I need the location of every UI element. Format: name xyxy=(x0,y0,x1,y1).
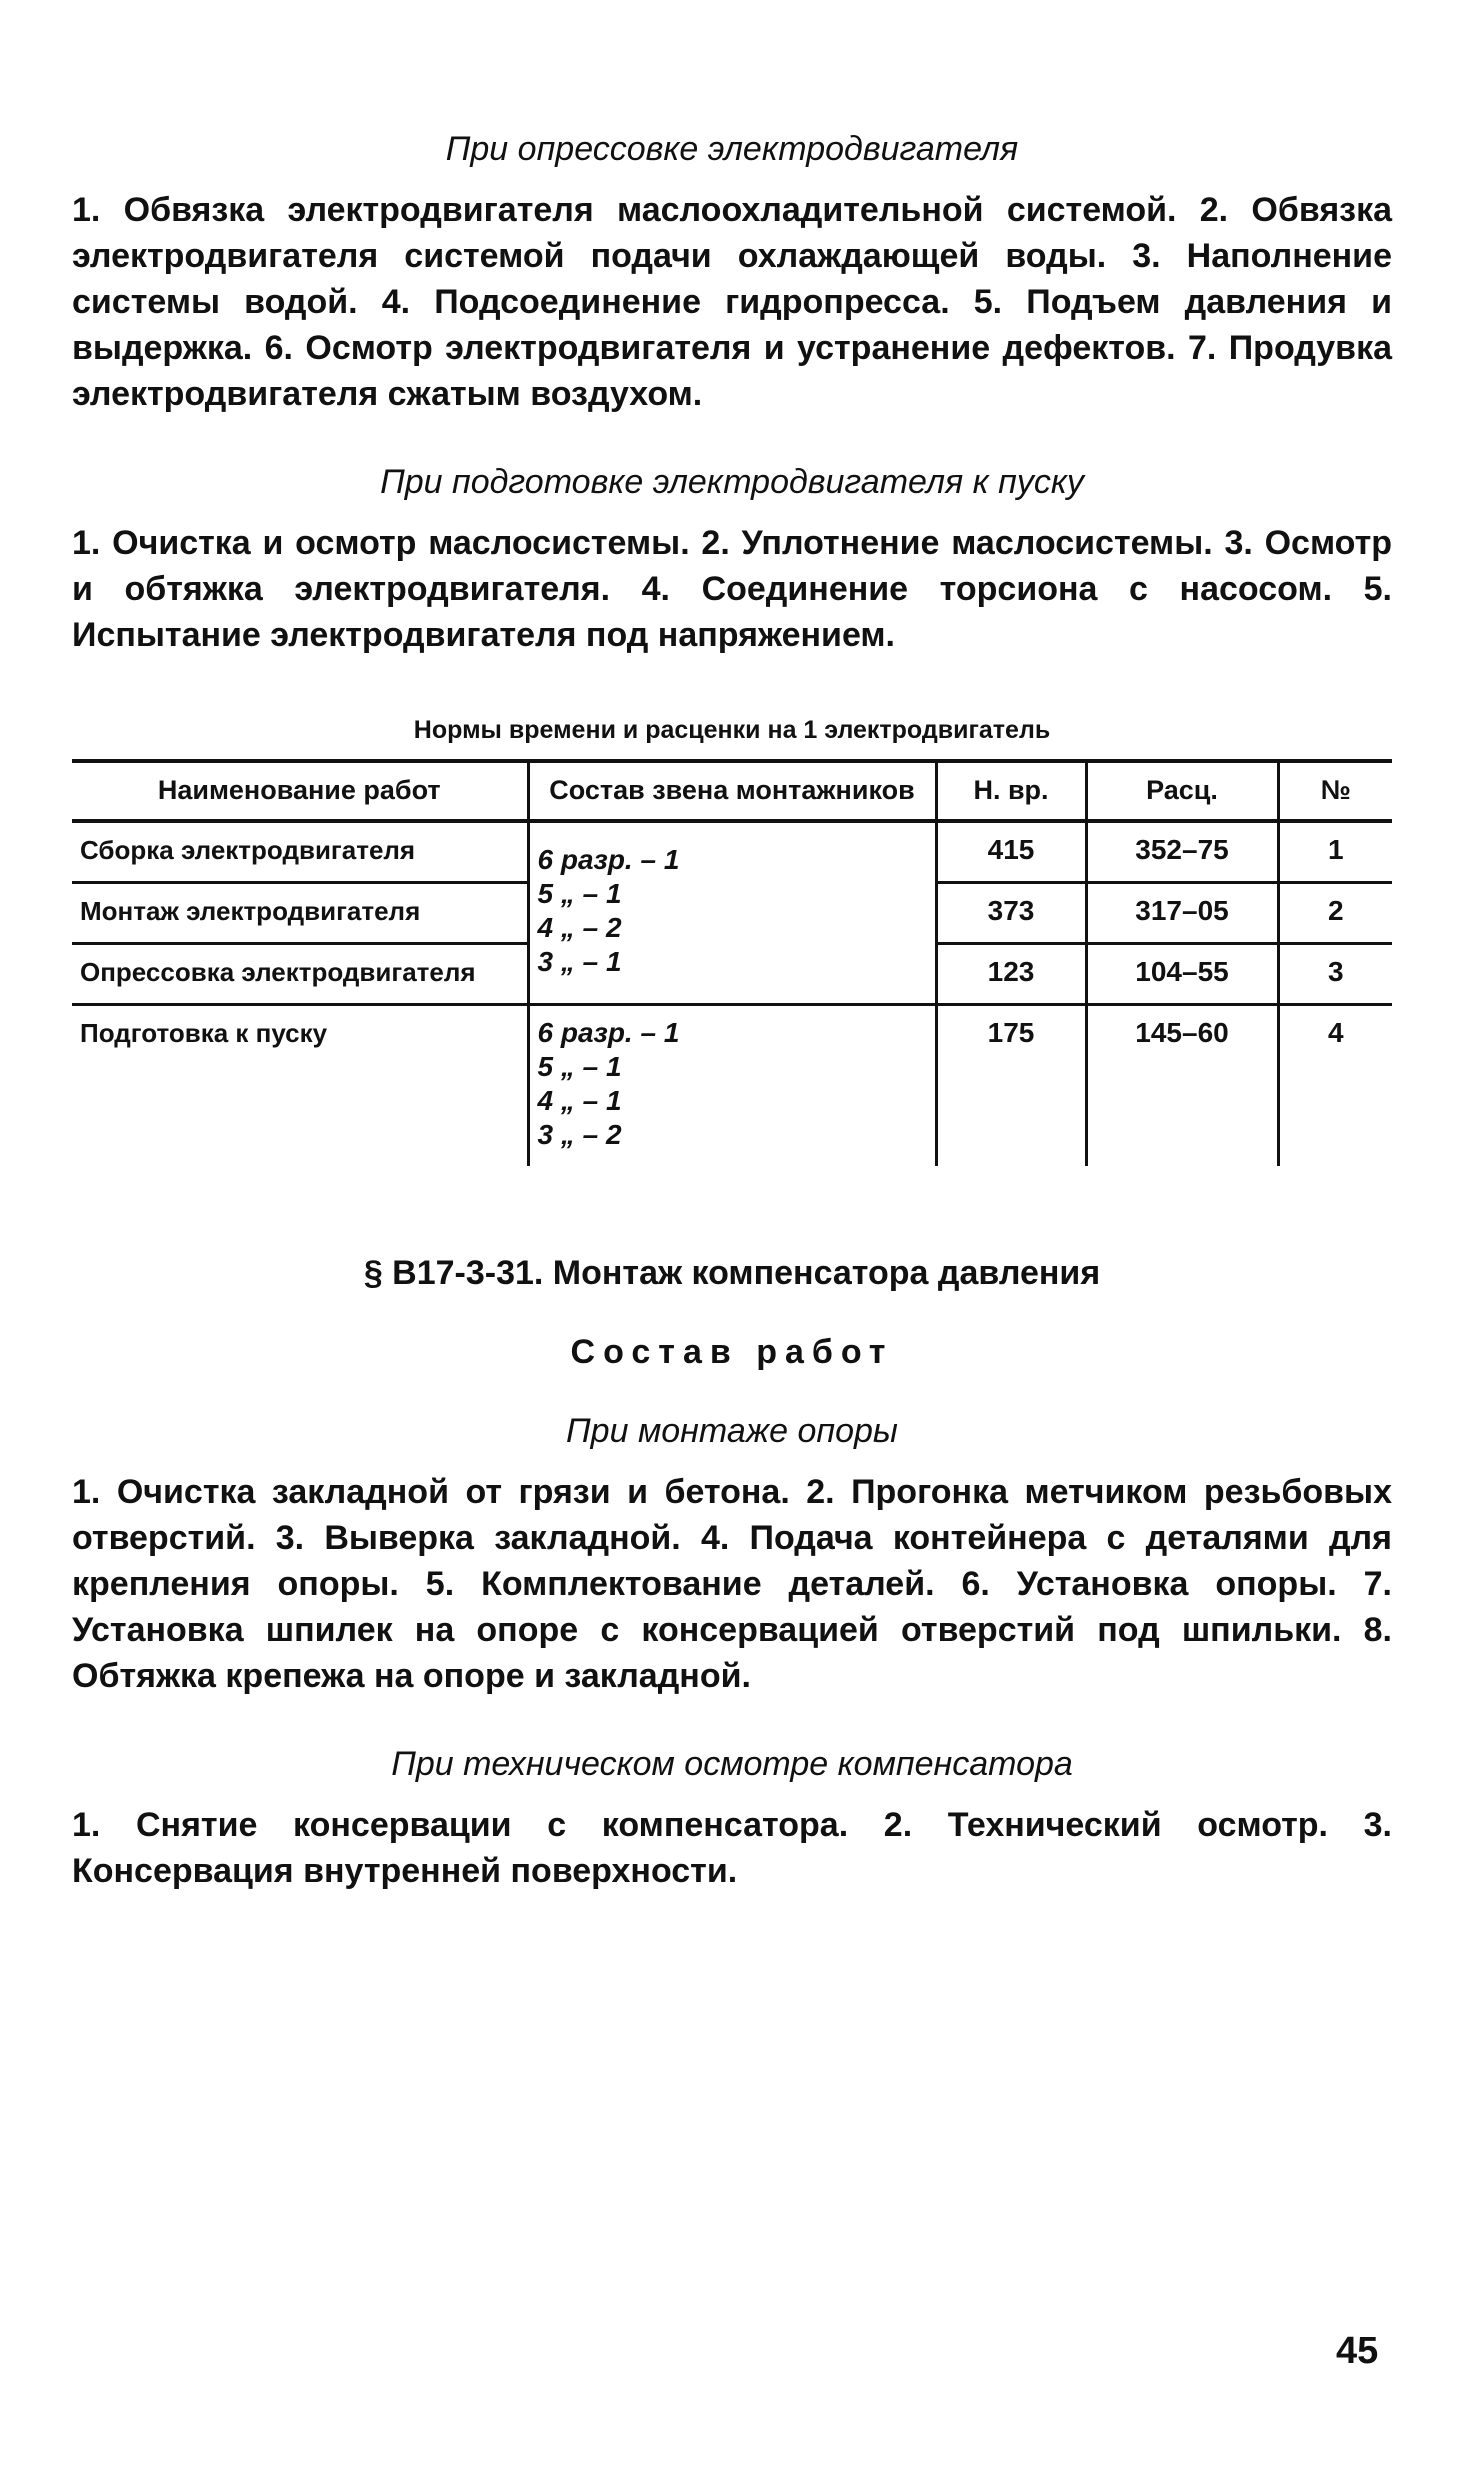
pressing-text: 1. Обвязка электродвигателя маслоохладительной системой. 2. Обвязка электродвигателя системой подачи охлаждающей воды. 3. Наполнение системы водой. 4. Подсоединение гидропресса. 5. Подъем давления и выдержка. 6. Осмотр электродвигателя и устранение дефектов. 7. Продувка электродвигателя сжатым воздухом. xyxy=(72,191,1392,413)
section-title: § В17-3-31. Монтаж компенсатора давления xyxy=(363,1254,1101,1292)
row-rate: 145–60 xyxy=(1086,1005,1278,1167)
row-name: Опрессовка электродвигателя xyxy=(72,944,528,1005)
header-no: № xyxy=(1278,761,1392,821)
inspection-text: 1. Снятие консервации с компенсатора. 2. Технический осмотр. 3. Консервация внутренней поверхности. xyxy=(72,1806,1392,1890)
section-subtitle: Состав работ xyxy=(570,1333,894,1371)
header-name: Наименование работ xyxy=(72,761,528,821)
row-rate: 352–75 xyxy=(1086,821,1278,883)
row-rate: 104–55 xyxy=(1086,944,1278,1005)
crew-line: 6 разр. – 1 xyxy=(537,1017,680,1048)
row-time: 415 xyxy=(936,821,1086,883)
crew-line: 3 „ – 1 xyxy=(537,946,622,977)
support-heading: При монтаже опоры xyxy=(566,1412,898,1450)
row-name: Подготовка к пуску xyxy=(72,1005,528,1167)
table-row xyxy=(72,1005,1392,1167)
pressing-heading: При опрессовке электродвигателя xyxy=(445,130,1019,168)
row-time: 123 xyxy=(936,944,1086,1005)
row-no: 4 xyxy=(1278,1005,1392,1167)
page-content xyxy=(72,130,1392,1940)
norms-table xyxy=(72,759,1392,1166)
row-rate: 317–05 xyxy=(1086,883,1278,944)
row-no: 2 xyxy=(1278,883,1392,944)
row-time: 373 xyxy=(936,883,1086,944)
crew-line: 6 разр. – 1 xyxy=(537,844,680,875)
crew-group-1 xyxy=(528,821,936,1005)
header-time: Н. вр. xyxy=(936,761,1086,821)
startup-text: 1. Очистка и осмотр маслосистемы. 2. Уплотнение маслосистемы. 3. Осмотр и обтяжка электродвигателя. 4. Соединение торсиона с насосом. 5. Испытание электродвигателя под напряжением. xyxy=(72,524,1392,654)
table-row xyxy=(72,821,1392,883)
row-no: 1 xyxy=(1278,821,1392,883)
header-rate: Расц. xyxy=(1086,761,1278,821)
crew-group-2 xyxy=(528,1005,936,1167)
support-text: 1. Очистка закладной от грязи и бетона. 2. Прогонка метчиком резьбовых отверстий. 3. Выверка закладной. 4. Подача контейнера с деталями для крепления опоры. 5. Комплектование деталей. 6. Установка опоры. 7. Установка шпилек на опоре с консервацией отверстий под шпильки. 8. Обтяжка крепежа на опоре и закладной. xyxy=(72,1473,1392,1695)
row-name: Сборка электродвигателя xyxy=(80,835,416,865)
header-crew: Состав звена монтажников xyxy=(528,761,936,821)
crew-line: 5 „ – 1 xyxy=(537,1051,622,1082)
crew-line: 3 „ – 2 xyxy=(537,1119,622,1150)
page-number: 45 xyxy=(1336,2330,1379,2372)
table-header-row xyxy=(72,761,1392,821)
startup-heading: При подготовке электродвигателя к пуску xyxy=(380,463,1084,501)
crew-line: 4 „ – 2 xyxy=(537,912,622,943)
crew-line: 5 „ – 1 xyxy=(537,878,622,909)
table-title: Нормы времени и расценки на 1 электродвигатель xyxy=(413,716,1051,744)
row-name: Монтаж электродвигателя xyxy=(72,883,528,944)
crew-line: 4 „ – 1 xyxy=(537,1085,622,1116)
inspection-heading: При техническом осмотре компенсатора xyxy=(391,1745,1073,1783)
row-time: 175 xyxy=(936,1005,1086,1167)
row-no: 3 xyxy=(1278,944,1392,1005)
